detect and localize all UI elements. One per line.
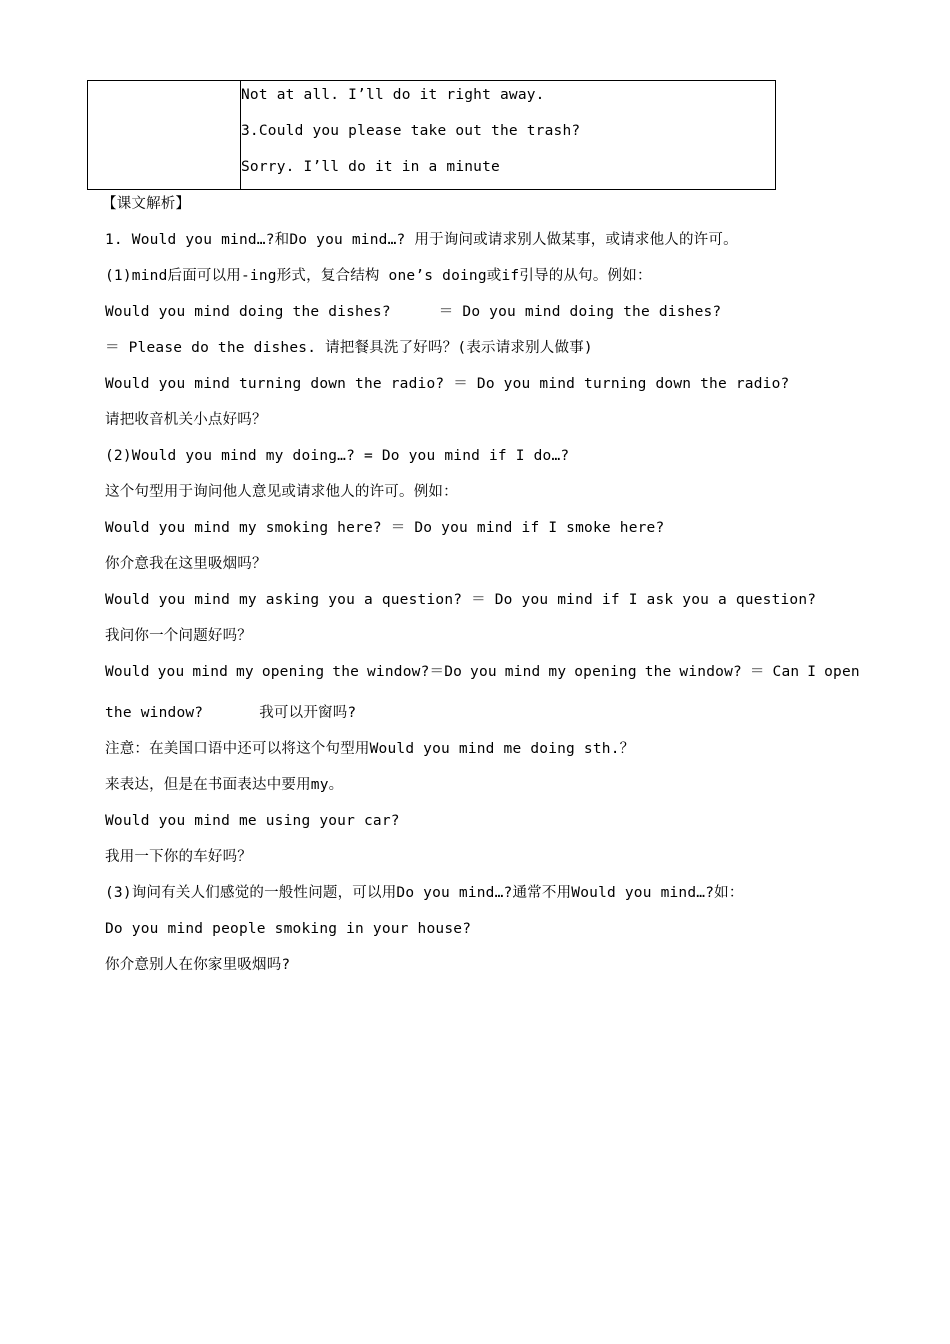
translation: 我可以开窗吗? — [259, 705, 357, 721]
word: the — [332, 664, 360, 680]
word: the — [644, 664, 672, 680]
table-cell-dialogue — [241, 81, 776, 190]
word: window?＝Do — [367, 664, 463, 680]
text-line: 来表达，但是在书面表达中要用my。 — [105, 777, 344, 793]
word: my — [236, 664, 254, 680]
table-row — [88, 81, 776, 190]
text-line: (2)Would you mind my doing…? = Do you mind if I do…? — [105, 448, 570, 464]
justified-text-line — [105, 658, 860, 699]
dialogue-line: Not at all. I’ll do it right away. — [241, 87, 545, 103]
example-equivalent: ＝ Do you mind doing the dishes? — [438, 304, 722, 320]
word: opening — [574, 664, 637, 680]
text-line: 请把收音机关小点好吗？ — [105, 412, 267, 428]
text-line: 注意：在美国口语中还可以将这个句型用Would you mind me doing sth.？ — [105, 741, 635, 757]
text-line: Would you mind me using your car? — [105, 813, 400, 829]
section-heading: 【课文解析】 — [102, 196, 191, 212]
word: window? — [679, 664, 742, 680]
text-line — [105, 298, 885, 334]
text-line: 你介意我在这里吸烟吗？ — [105, 556, 267, 572]
text-line: (3)询问有关人们感觉的一般性问题，可以用Do you mind…?通常不用Would you mind…?如： — [105, 885, 744, 901]
text-line: 我问你一个问题好吗？ — [105, 628, 252, 644]
word: Would — [105, 664, 150, 680]
word: you — [470, 664, 497, 680]
text-line: 你介意别人在你家里吸烟吗? — [105, 957, 291, 973]
text-line: (1)mind后面可以用-ing形式，复合结构 one’s doing或if引导的从句。例如： — [105, 268, 652, 284]
word: you — [157, 664, 185, 680]
text-line — [105, 699, 885, 735]
text-line: Would you mind my smoking here? ＝ Do you mind if I smoke here? — [105, 520, 665, 536]
dialogue-line: Sorry. I’ll do it in a minute — [241, 159, 500, 175]
word: mind — [504, 664, 541, 680]
dialogue-table — [87, 80, 776, 190]
text-line: 1. Would you mind…?和Do you mind…? 用于询问或请求别人做某事，或请求他人的许可。 — [105, 232, 738, 248]
word: opening — [261, 664, 325, 680]
example-sentence: the window? — [105, 705, 204, 721]
word: my — [548, 664, 567, 680]
text-line: Would you mind turning down the radio? ＝ Do you mind turning down the radio? — [105, 376, 790, 392]
word: mind — [192, 664, 229, 680]
example-sentence: Would you mind doing the dishes? — [105, 304, 391, 320]
word: Can — [772, 664, 800, 680]
word: I — [807, 664, 817, 680]
word: open — [824, 664, 860, 680]
word: ＝ — [749, 664, 765, 680]
dialogue-line: 3.Could you please take out the trash? — [241, 123, 581, 139]
text-line: Do you mind people smoking in your house? — [105, 921, 472, 937]
table-cell-empty — [88, 81, 241, 190]
text-line: 这个句型用于询问他人意见或请求他人的许可。例如： — [105, 484, 458, 500]
text-line: ＝ Please do the dishes. 请把餐具洗了好吗？(表示请求别人做事) — [105, 340, 593, 356]
text-line: 我用一下你的车好吗？ — [105, 849, 252, 865]
lesson-analysis — [102, 190, 885, 987]
text-line: Would you mind my asking you a question? ＝ Do you mind if I ask you a question? — [105, 592, 817, 608]
